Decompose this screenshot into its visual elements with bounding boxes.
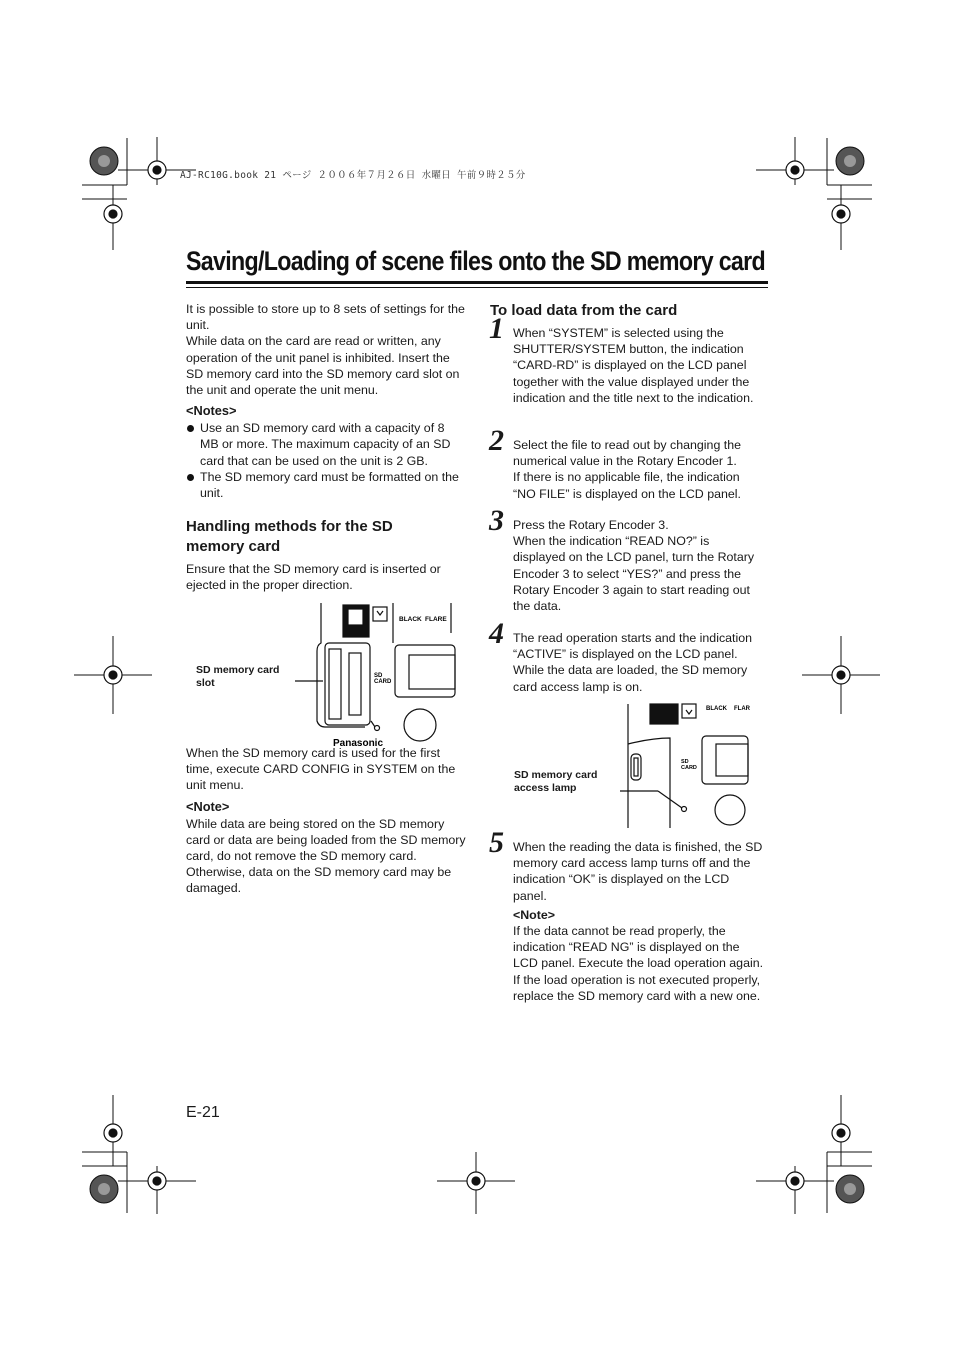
handling-heading: Handling methods for the SD memory card xyxy=(186,518,393,556)
step-2-text: Select the file to read out by changing the numerical value in the Rotary Encoder 1. If there is no applicable file, the indication “NO FILE” is displayed on the LCD panel. xyxy=(513,438,742,501)
step-number-2: 2 xyxy=(489,424,504,457)
print-header-note: AJ-RC10G.book 21 ページ ２００６年７月２６日 水曜日 午前９時２５分 xyxy=(180,170,526,181)
black-label-2: BLACK xyxy=(706,706,727,712)
step-5-text: When the reading the data is finished, the SD memory card access lamp turns off and the indication “OK” is displayed on the LCD panel. xyxy=(513,840,763,903)
right-note xyxy=(513,908,767,1004)
access-lamp-callout: SD memory card access lamp xyxy=(514,769,598,794)
sd-card-slot-callout: SD memory card slot xyxy=(196,664,280,689)
note-text-right: If the data cannot be read properly, the indication “READ NG” is displayed on the LCD panel. Execute the load operation again. If the load operation is not executed properly, replace the SD memory card with a new one. xyxy=(513,924,764,1003)
notes-list xyxy=(186,420,466,501)
notes-heading: <Notes> xyxy=(186,403,237,419)
flare-label-2: FLAR xyxy=(734,706,750,712)
bullet-icon xyxy=(187,425,194,432)
sd-card-slot-figure xyxy=(295,603,453,749)
step-4-text: The read operation starts and the indication “ACTIVE” is displayed on the LCD panel. While the data are loaded, the SD memory card access lamp is on. xyxy=(513,631,753,694)
black-label: BLACK xyxy=(399,616,422,623)
left-column-lower xyxy=(186,745,466,897)
svg-text:SD: SD xyxy=(374,673,383,679)
svg-text:CARD: CARD xyxy=(681,765,697,771)
brand-label: Panasonic xyxy=(333,738,384,749)
step-number-3: 3 xyxy=(489,504,504,537)
intro-paragraph-2: While data on the card are read or written, any operation of the unit panel is inhibited. Insert the SD memory card into the SD memory card slot on the unit and operate the unit menu. xyxy=(186,334,460,398)
page-title: Saving/Loading of scene files onto the SD memory card xyxy=(186,246,765,276)
page-number: E-21 xyxy=(186,1104,220,1121)
bullet-icon xyxy=(187,474,194,481)
note-heading-right: <Note> xyxy=(513,908,556,922)
title-rule-thin xyxy=(186,287,768,288)
load-heading: To load data from the card xyxy=(490,302,678,319)
step-number-4: 4 xyxy=(489,617,504,650)
list-item: The SD memory card must be formatted on the unit. xyxy=(186,469,466,501)
step-number-5: 5 xyxy=(489,826,504,859)
svg-text:CARD: CARD xyxy=(374,679,392,685)
step-number-1: 1 xyxy=(489,312,504,345)
first-time-text: When the SD memory card is used for the first time, execute CARD CONFIG in SYSTEM on the unit menu. xyxy=(186,746,456,793)
svg-text:SD: SD xyxy=(681,759,689,765)
note-text: While data are being stored on the SD memory card or data are being loaded from the SD memory card, do not remove the SD memory card. Otherwise, data on the SD memory card may be damaged. xyxy=(186,816,466,896)
title-rule xyxy=(186,281,768,284)
note-heading: <Note> xyxy=(186,798,230,814)
step-3-text: Press the Rotary Encoder 3. When the indication “READ NO?” is displayed on the LCD panel, turn the Rotary Encoder 3 to select “YES?” and press the Rotary Encoder 3 again to start reading out the data. xyxy=(513,518,755,614)
access-lamp-figure xyxy=(612,704,748,828)
list-item: Use an SD memory card with a capacity of 8 MB or more. The maximum capacity of an SD card that can be used on the unit is 2 GB. xyxy=(186,420,466,469)
intro-paragraph-1: It is possible to store up to 8 sets of settings for the unit. xyxy=(186,302,465,333)
step-1-text: When “SYSTEM” is selected using the SHUTTER/SYSTEM button, the indication “CARD-RD” is displayed on the LCD panel together with the value displayed under the indication and the title next to the indication. xyxy=(513,326,754,405)
left-column xyxy=(186,301,466,594)
flare-label: FLARE xyxy=(425,616,447,623)
handling-text: Ensure that the SD memory card is inserted or ejected in the proper direction. xyxy=(186,562,441,593)
